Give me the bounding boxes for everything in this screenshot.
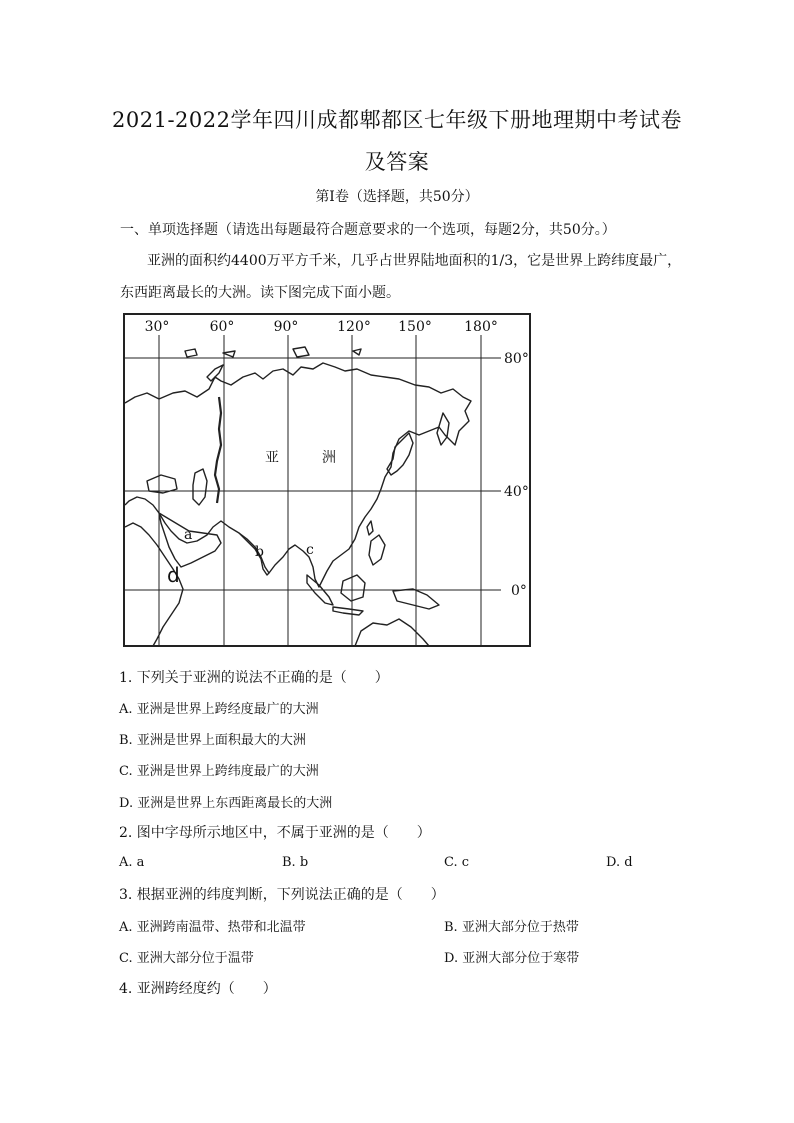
question-2-option-d[interactable]: D. d [606, 855, 633, 870]
longitude-label-90: 90° [273, 319, 299, 335]
latitude-label-80: 80° [504, 351, 529, 367]
question-2-option-a[interactable]: A. a [119, 855, 145, 870]
question-1-option-c[interactable]: C. 亚洲是世界上跨纬度最广的大洲 [119, 764, 319, 779]
section-title: 第Ⅰ卷（选择题，共50分） [315, 189, 479, 205]
question-2-stem: 2. 图中字母所示地区中，不属于亚洲的是（ ） [119, 825, 431, 841]
question-3-option-d[interactable]: D. 亚洲大部分位于寒带 [444, 951, 580, 966]
intro-paragraph-line1: 亚洲的面积约4400万平方千米，几乎占世界陆地面积的1/3，它是世界上跨纬度最广， [147, 253, 682, 269]
asia-map-figure [123, 313, 531, 647]
question-4-stem: 4. 亚洲跨经度约（ ） [119, 981, 277, 997]
question-3-option-b[interactable]: B. 亚洲大部分位于热带 [444, 920, 579, 935]
latitude-label-0: 0° [511, 583, 527, 599]
longitude-label-180: 180° [464, 319, 498, 335]
intro-paragraph-line2: 东西距离最长的大洲。读下图完成下面小题。 [120, 285, 400, 301]
question-1-option-a[interactable]: A. 亚洲是世界上跨经度最广的大洲 [119, 702, 319, 717]
longitude-label-120: 120° [337, 319, 371, 335]
latitude-label-40: 40° [504, 484, 529, 500]
point-label-a: a [184, 527, 193, 543]
question-3-option-a[interactable]: A. 亚洲跨南温带、热带和北温带 [119, 920, 306, 935]
continent-label-ya: 亚 [265, 450, 279, 466]
document-title-line2: 及答案 [364, 150, 430, 174]
question-3-stem: 3. 根据亚洲的纬度判断，下列说法正确的是（ ） [119, 887, 445, 903]
part-heading: 一、单项选择题（请选出每题最符合题意要求的一个选项，每题2分，共50分。） [120, 222, 616, 238]
question-1-stem: 1. 下列关于亚洲的说法不正确的是（ ） [119, 670, 389, 686]
question-2-option-c[interactable]: C. c [444, 855, 470, 870]
point-label-b: b [255, 544, 264, 560]
question-3-option-c[interactable]: C. 亚洲大部分位于温带 [119, 951, 254, 966]
longitude-label-150: 150° [398, 319, 432, 335]
question-1-option-d[interactable]: D. 亚洲是世界上东西距离最长的大洲 [119, 796, 333, 811]
continent-label-zhou: 洲 [322, 450, 336, 466]
question-1-option-b[interactable]: B. 亚洲是世界上面积最大的大洲 [119, 733, 306, 748]
longitude-label-60: 60° [209, 319, 235, 335]
point-label-c: c [306, 542, 314, 558]
point-label-d: d [167, 563, 180, 587]
asia-map [123, 313, 531, 647]
document-title-line1: 2021-2022学年四川成都郫都区七年级下册地理期中考试卷 [112, 108, 682, 132]
longitude-label-30: 30° [144, 319, 170, 335]
question-2-option-b[interactable]: B. b [282, 855, 309, 870]
